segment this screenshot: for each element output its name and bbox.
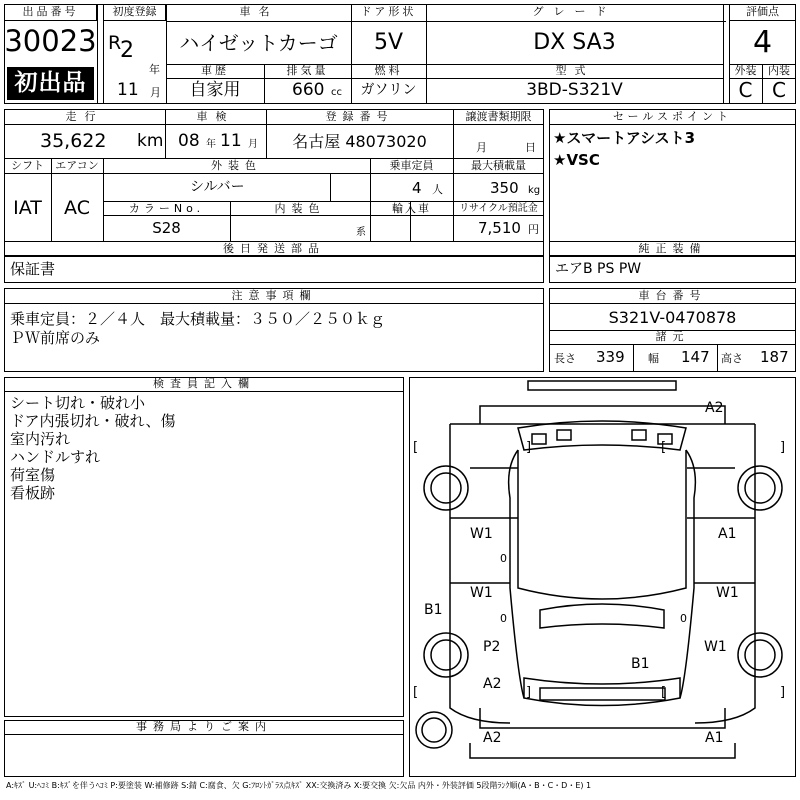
inspection-year-unit: 年 xyxy=(206,139,216,150)
interior-grade: C xyxy=(772,78,786,102)
capacity-unit: 人 xyxy=(432,183,443,196)
registration-value: 名古屋 48073020 xyxy=(292,132,427,151)
chassis-value: S321V-0470878 xyxy=(608,308,737,327)
grade-value: DX SA3 xyxy=(533,30,616,55)
interior-color-label: 内装色 xyxy=(274,202,326,215)
max-load-label: 最大積載量 xyxy=(471,159,526,172)
mileage-value: 35,622 xyxy=(40,130,107,152)
later-parts-box xyxy=(4,256,544,283)
rear-gate xyxy=(540,685,667,700)
damage-mark-0-ml: 0 xyxy=(500,612,507,625)
later-parts-label: 後日発送部品 xyxy=(223,242,325,255)
registration-label: 登録番号 xyxy=(325,110,394,123)
bracket-8: ] xyxy=(780,685,786,700)
inspection-month-unit: 月 xyxy=(248,139,258,150)
chassis-label: 車台番号 xyxy=(638,289,707,302)
wiper-left xyxy=(532,434,546,444)
fuel-value: ガソリン xyxy=(360,82,417,98)
height-value: 187 xyxy=(760,348,789,366)
door-label: ドア形状 xyxy=(360,5,417,18)
roof-body xyxy=(518,450,686,599)
reg-year: 2 xyxy=(120,38,134,63)
equipment-value: エアB PS PW xyxy=(555,261,642,277)
bracket-1: [ xyxy=(413,440,419,455)
interior-color-suffix: 系 xyxy=(356,227,366,238)
wiper-center-right xyxy=(632,430,646,440)
reg-month: 11 xyxy=(117,80,139,100)
model-label: 型式 xyxy=(555,64,594,77)
rear-window xyxy=(540,604,664,628)
sales-point-1: ★スマートアシスト3 xyxy=(553,129,696,147)
lot-number: 30023 xyxy=(4,24,97,58)
transfer-label: 譲渡書類期限 xyxy=(465,110,532,123)
damage-mark-w1-mid-right: W1 xyxy=(716,585,739,601)
damage-mark-w1-front-left: W1 xyxy=(470,526,493,542)
inspector-label: 検査員記入欄 xyxy=(153,377,255,390)
damage-mark-b1-left: B1 xyxy=(424,602,443,618)
mileage-label: 走行 xyxy=(65,110,104,123)
damage-mark-0-fl: 0 xyxy=(500,552,507,565)
displacement-label: 排気量 xyxy=(286,64,329,77)
width-label: 幅 xyxy=(648,352,659,365)
inspector-line-3: 室内汚れ xyxy=(10,430,71,448)
fuel-label: 燃料 xyxy=(374,64,403,77)
bracket-7: [ xyxy=(661,685,667,700)
recycle-unit: 円 xyxy=(528,223,539,236)
grade-label: グレード xyxy=(532,5,617,18)
caution-label: 注意事項欄 xyxy=(231,289,317,302)
first-reg-label: 初度登録 xyxy=(112,5,157,18)
bracket-2: ] xyxy=(526,440,532,455)
exterior-color-value: シルバー xyxy=(190,179,245,195)
wiper-center-left xyxy=(557,430,571,440)
rear-panel xyxy=(524,678,680,706)
length-label: 長さ xyxy=(554,352,576,365)
bracket-6: ] xyxy=(526,685,532,700)
damage-mark-a2-top: A2 xyxy=(705,400,724,416)
exterior-label: 外装 xyxy=(734,64,757,77)
mileage-unit: km xyxy=(137,131,164,151)
caution-line-2: ＰＷ前席のみ xyxy=(10,329,101,347)
damage-mark-b1-center: B1 xyxy=(631,656,650,672)
caution-line-1: 乗車定員：２／４人 最大積載量：３５０／２５０ｋｇ xyxy=(10,310,386,328)
rear-step xyxy=(470,743,735,758)
history-value: 自家用 xyxy=(189,80,241,100)
damage-mark-a1-front-right: A1 xyxy=(718,526,737,542)
car-name: ハイゼットカーゴ xyxy=(179,31,338,55)
displacement-value: 660 xyxy=(292,80,325,100)
inspection-label: 車検 xyxy=(196,110,235,123)
capacity-value: 4 xyxy=(412,179,422,197)
damage-mark-p2: P2 xyxy=(483,639,501,655)
damage-mark-a1-bottom-right: A1 xyxy=(705,730,724,746)
sales-point-2: ★VSC xyxy=(553,151,600,169)
front-bumper-top xyxy=(528,381,676,390)
lot-label: 出品番号 xyxy=(22,5,79,18)
door-value: 5V xyxy=(373,30,404,55)
color-no-value: S28 xyxy=(152,219,181,237)
bracket-3: [ xyxy=(661,440,667,455)
interior-label: 内装 xyxy=(768,64,790,77)
equipment-label: 純正装備 xyxy=(638,242,707,255)
ac-label: エアコン xyxy=(55,159,99,172)
car-diagram-svg xyxy=(410,378,795,776)
inspector-line-4: ハンドルすれ xyxy=(10,448,101,466)
inspection-month: 11 xyxy=(220,131,242,151)
ac-value: AC xyxy=(64,197,90,219)
inspector-line-1: シート切れ・破れ小 xyxy=(10,394,146,412)
inspector-line-5: 荷室傷 xyxy=(10,466,56,484)
right-pillar xyxy=(680,450,695,698)
model-value: 3BD-S321V xyxy=(526,80,623,100)
damage-mark-w1-rear-right: W1 xyxy=(704,639,727,655)
color-no-label: カラーNo. xyxy=(128,202,205,215)
sales-points-label: セールスポイント xyxy=(612,110,732,123)
car-name-label: 車名 xyxy=(239,5,278,18)
first-listing-badge: 初出品 xyxy=(7,67,94,100)
month-unit: 月 xyxy=(150,86,161,99)
capacity-label: 乗車定員 xyxy=(389,159,434,172)
length-value: 339 xyxy=(596,348,625,366)
score-label: 評価点 xyxy=(746,5,779,18)
shift-label: シフト xyxy=(11,159,44,172)
displacement-unit: cc xyxy=(331,87,342,98)
later-parts-value: 保証書 xyxy=(10,260,56,278)
legend: A:ｷｽﾞ U:ﾍｺﾐ B:ｷｽﾞを伴うﾍｺﾐ P:要塗装 W:補修跡 S:錆 C:腐食、欠 G:ﾌﾛﾝﾄｶﾞﾗｽ点ｷｽﾞ XX:交換済み X:要交換 欠:欠品 内外・外装評価 5段階ﾗﾝｸ順(A・B・C・D・E) 1 xyxy=(6,781,592,790)
left-pillar xyxy=(509,450,524,698)
damage-mark-a2-rear-left: A2 xyxy=(483,676,502,692)
car-diagram xyxy=(409,377,796,777)
bracket-5: [ xyxy=(413,685,419,700)
width-value: 147 xyxy=(681,348,710,366)
inspector-line-6: 看板跡 xyxy=(10,484,56,502)
import-label: 輸入車 xyxy=(392,202,431,215)
height-label: 高さ xyxy=(721,352,743,365)
recycle-value: 7,510 xyxy=(478,219,521,237)
era: R xyxy=(108,32,122,54)
inspector-line-2: ドア内張切れ・破れ、傷 xyxy=(10,412,176,430)
max-load-unit: kg xyxy=(528,185,541,196)
dims-label: 諸元 xyxy=(655,330,690,343)
damage-mark-a2-bottom-left: A2 xyxy=(483,730,502,746)
exterior-color-label: 外装色 xyxy=(211,159,262,172)
damage-mark-0-mr: 0 xyxy=(680,612,687,625)
bracket-4: ] xyxy=(780,440,786,455)
inspection-year: 08 xyxy=(178,131,200,151)
door-lines xyxy=(450,518,755,583)
rear-bumper xyxy=(480,708,725,728)
recycle-label: リサイクル預託金 xyxy=(459,203,538,214)
transfer-day-unit: 日 xyxy=(525,141,536,154)
right-body xyxy=(695,424,755,723)
damage-mark-w1-mid-left: W1 xyxy=(470,585,493,601)
office-label: 事務局よりご案内 xyxy=(136,720,272,733)
shift-value: IAT xyxy=(13,197,42,219)
year-unit: 年 xyxy=(149,63,160,76)
max-load-value: 350 xyxy=(490,179,519,197)
exterior-grade: C xyxy=(738,78,753,102)
transfer-month-unit: 月 xyxy=(476,141,487,154)
history-label: 車歴 xyxy=(201,64,229,77)
score-value: 4 xyxy=(752,25,773,60)
